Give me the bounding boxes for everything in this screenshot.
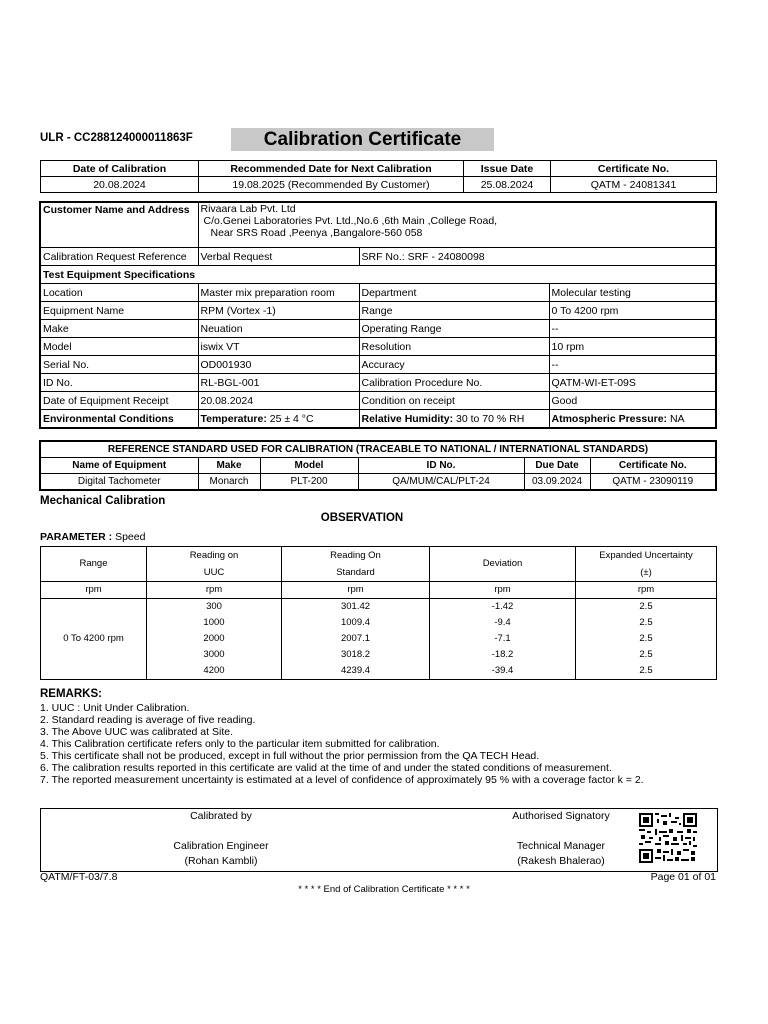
- spec-value: 10 rpm: [549, 338, 716, 356]
- page-number: Page 01 of 01: [650, 871, 716, 883]
- customer-address: [198, 202, 716, 248]
- request-value: Verbal Request: [198, 248, 359, 266]
- address-line: C/o.Genei Laboratories Pvt. Ltd.,No.6 ,6th Main ,College Road,: [203, 215, 498, 227]
- unit-cell: rpm: [282, 582, 430, 599]
- table-row: [40, 338, 716, 356]
- srf-number: SRF No.: SRF - 24080098: [359, 248, 716, 266]
- spec-value: 0 To 4200 rpm: [549, 302, 716, 320]
- parameter: [40, 531, 145, 543]
- table-row: [41, 547, 717, 582]
- uuc-reading: 3000: [147, 647, 282, 663]
- unit-cell: rpm: [576, 582, 717, 599]
- ref-make: Monarch: [198, 474, 260, 491]
- col-unc-line: (±): [640, 567, 652, 578]
- next-calibration-date: 19.08.2025 (Recommended By Customer): [199, 177, 464, 193]
- header-cell: Due Date: [524, 458, 590, 474]
- ref-due-date: 03.09.2024: [524, 474, 590, 491]
- address-line: Near SRS Road ,Peenya ,Bangalore-560 058: [210, 227, 423, 239]
- uncertainty: 2.5: [576, 647, 717, 663]
- spec-value: Good: [549, 392, 716, 410]
- param-label: PARAMETER :: [40, 531, 113, 543]
- uncertainty: 2.5: [576, 663, 717, 680]
- std-reading: 2007.1: [282, 631, 430, 647]
- signature-box: [40, 808, 718, 872]
- table-row: [40, 474, 716, 491]
- table-row: [40, 392, 716, 410]
- unit-cell: rpm: [147, 582, 282, 599]
- atm-label: Atmospheric Pressure:: [551, 412, 668, 425]
- table-row: [40, 441, 716, 458]
- uuc-reading: 2000: [147, 631, 282, 647]
- spec-value: 20.08.2024: [198, 392, 359, 410]
- table-row: [41, 161, 717, 177]
- uuc-reading: 4200: [147, 663, 282, 680]
- std-reading: 301.42: [282, 599, 430, 616]
- remarks-heading: REMARKS:: [40, 688, 102, 700]
- customer-table: [39, 201, 717, 429]
- spec-value: --: [549, 356, 716, 374]
- header-cell: Make: [198, 458, 260, 474]
- uuc-reading: 1000: [147, 615, 282, 631]
- spec-value: RL-BGL-001: [198, 374, 359, 392]
- col-standard: [282, 547, 430, 582]
- col-uncertainty: [576, 547, 717, 582]
- table-row: [41, 599, 717, 616]
- range-value: 0 To 4200 rpm: [41, 599, 147, 680]
- list-item: 4. This Calibration certificate refers only to the particular item submitted for calibration.: [40, 738, 440, 750]
- spec-label: Location: [40, 284, 198, 302]
- spec-heading: Test Equipment Specifications: [40, 266, 716, 284]
- spec-label: Resolution: [359, 338, 549, 356]
- list-item: 7. The reported measurement uncertainty is estimated at a level of confidence of approximately 95 % with a coverage factor k = 2.: [40, 774, 644, 786]
- header-cell: ID No.: [358, 458, 524, 474]
- spec-label: Condition on receipt: [359, 392, 549, 410]
- header-cell: Model: [260, 458, 358, 474]
- list-item: 6. The calibration results reported in this certificate are valid at the time of and under the stated conditions of measurement.: [40, 762, 612, 774]
- engineer-title: Calibration Engineer: [173, 840, 269, 852]
- spec-value: RPM (Vortex -1): [198, 302, 359, 320]
- table-row: [40, 374, 716, 392]
- col-std-line: Reading On: [330, 550, 381, 561]
- spec-label: Model: [40, 338, 198, 356]
- observation-heading: OBSERVATION: [320, 512, 404, 524]
- table-row: [40, 356, 716, 374]
- hum-value: 30 to 70 % RH: [456, 412, 525, 425]
- header-cell: Date of Calibration: [41, 161, 199, 177]
- spec-value: Master mix preparation room: [198, 284, 359, 302]
- list-item: 3. The Above UUC was calibrated at Site.: [40, 726, 233, 738]
- col-uuc-line: UUC: [203, 567, 225, 578]
- table-row: [41, 177, 717, 193]
- std-reading: 1009.4: [282, 615, 430, 631]
- ulr-number: ULR - CC288124000011863F: [40, 132, 193, 144]
- qr-code-icon: [639, 813, 697, 863]
- list-item: 2. Standard reading is average of five reading.: [40, 714, 256, 726]
- temp-label: Temperature:: [200, 412, 267, 425]
- uncertainty: 2.5: [576, 599, 717, 616]
- env-label: Environmental Conditions: [40, 410, 198, 429]
- uncertainty: 2.5: [576, 615, 717, 631]
- spec-label: Equipment Name: [40, 302, 198, 320]
- col-uuc-line: Reading on: [189, 550, 239, 561]
- spec-value: iswix VT: [198, 338, 359, 356]
- spec-label: Operating Range: [359, 320, 549, 338]
- section-heading: Mechanical Calibration: [40, 495, 166, 507]
- header-cell: Recommended Date for Next Calibration: [199, 161, 464, 177]
- unit-cell: rpm: [430, 582, 576, 599]
- list-item: 1. UUC : Unit Under Calibration.: [40, 702, 190, 714]
- col-range: Range: [41, 547, 147, 582]
- page-title: Calibration Certificate: [231, 128, 494, 151]
- issue-date: 25.08.2024: [464, 177, 551, 193]
- spec-label: Accuracy: [359, 356, 549, 374]
- deviation: -18.2: [430, 647, 576, 663]
- table-row: [40, 302, 716, 320]
- reference-heading: REFERENCE STANDARD USED FOR CALIBRATION (TRACEABLE TO NATIONAL / INTERNATIONAL STANDARDS): [40, 441, 716, 458]
- list-item: 5. This certificate shall not be produced, except in full without the prior permission from the QA TECH Head.: [40, 750, 540, 762]
- table-row: [40, 202, 716, 248]
- deviation: -39.4: [430, 663, 576, 680]
- col-std-line: Standard: [336, 567, 375, 578]
- spec-label: Range: [359, 302, 549, 320]
- atm-value: NA: [669, 412, 685, 425]
- remarks-list: [40, 702, 644, 786]
- unit-cell: rpm: [41, 582, 147, 599]
- std-reading: 3018.2: [282, 647, 430, 663]
- col-deviation: Deviation: [430, 547, 576, 582]
- uuc-reading: 300: [147, 599, 282, 616]
- spec-label: Department: [359, 284, 549, 302]
- header-cell: Name of Equipment: [40, 458, 198, 474]
- spec-label: Make: [40, 320, 198, 338]
- reference-table: [39, 440, 717, 491]
- table-row: [40, 320, 716, 338]
- table-row: [40, 284, 716, 302]
- std-reading: 4239.4: [282, 663, 430, 680]
- ref-equipment: Digital Tachometer: [40, 474, 198, 491]
- manager-title: Technical Manager: [516, 840, 606, 852]
- summary-table: [40, 160, 717, 193]
- ref-certificate: QATM - 23090119: [590, 474, 716, 491]
- col-uuc: [147, 547, 282, 582]
- deviation: -1.42: [430, 599, 576, 616]
- manager-name: (Rakesh Bhalerao): [517, 855, 605, 867]
- deviation: -9.4: [430, 615, 576, 631]
- form-number: QATM/FT-03/7.8: [40, 871, 118, 883]
- observation-table: [40, 546, 717, 680]
- calibration-date: 20.08.2024: [41, 177, 199, 193]
- request-label: Calibration Request Reference: [40, 248, 198, 266]
- header-cell: Certificate No.: [590, 458, 716, 474]
- spec-value: QATM-WI-ET-09S: [549, 374, 716, 392]
- spec-label: Serial No.: [40, 356, 198, 374]
- spec-value: OD001930: [198, 356, 359, 374]
- customer-name: Rivaara Lab Pvt. Ltd: [200, 203, 296, 215]
- spec-value: --: [549, 320, 716, 338]
- table-row: [40, 266, 716, 284]
- engineer-name: (Rohan Kambli): [184, 855, 258, 867]
- header-cell: Certificate No.: [551, 161, 717, 177]
- table-row: [41, 582, 717, 599]
- spec-value: Neuation: [198, 320, 359, 338]
- deviation: -7.1: [430, 631, 576, 647]
- spec-value: Molecular testing: [549, 284, 716, 302]
- col-unc-line: Expanded Uncertainty: [599, 550, 693, 561]
- header-cell: Issue Date: [464, 161, 551, 177]
- spec-label: Calibration Procedure No.: [359, 374, 549, 392]
- calibrated-by: Calibrated by: [190, 810, 252, 822]
- temperature: [198, 410, 359, 429]
- table-row: [40, 410, 716, 429]
- spec-label: ID No.: [40, 374, 198, 392]
- hum-label: Relative Humidity:: [361, 412, 454, 425]
- table-row: [40, 248, 716, 266]
- table-row: [40, 458, 716, 474]
- ref-id: QA/MUM/CAL/PLT-24: [358, 474, 524, 491]
- param-value: Speed: [115, 531, 146, 543]
- humidity: [359, 410, 549, 429]
- ref-model: PLT-200: [260, 474, 358, 491]
- end-marker: * * * * End of Calibration Certificate * * * *: [298, 884, 470, 895]
- authorised-signatory: Authorised Signatory: [512, 810, 610, 822]
- uncertainty: 2.5: [576, 631, 717, 647]
- spec-label: Date of Equipment Receipt: [40, 392, 198, 410]
- customer-label: Customer Name and Address: [40, 202, 198, 248]
- certificate-number: QATM - 24081341: [551, 177, 717, 193]
- temp-value: 25 ± 4 °C: [269, 412, 314, 425]
- pressure: [549, 410, 716, 429]
